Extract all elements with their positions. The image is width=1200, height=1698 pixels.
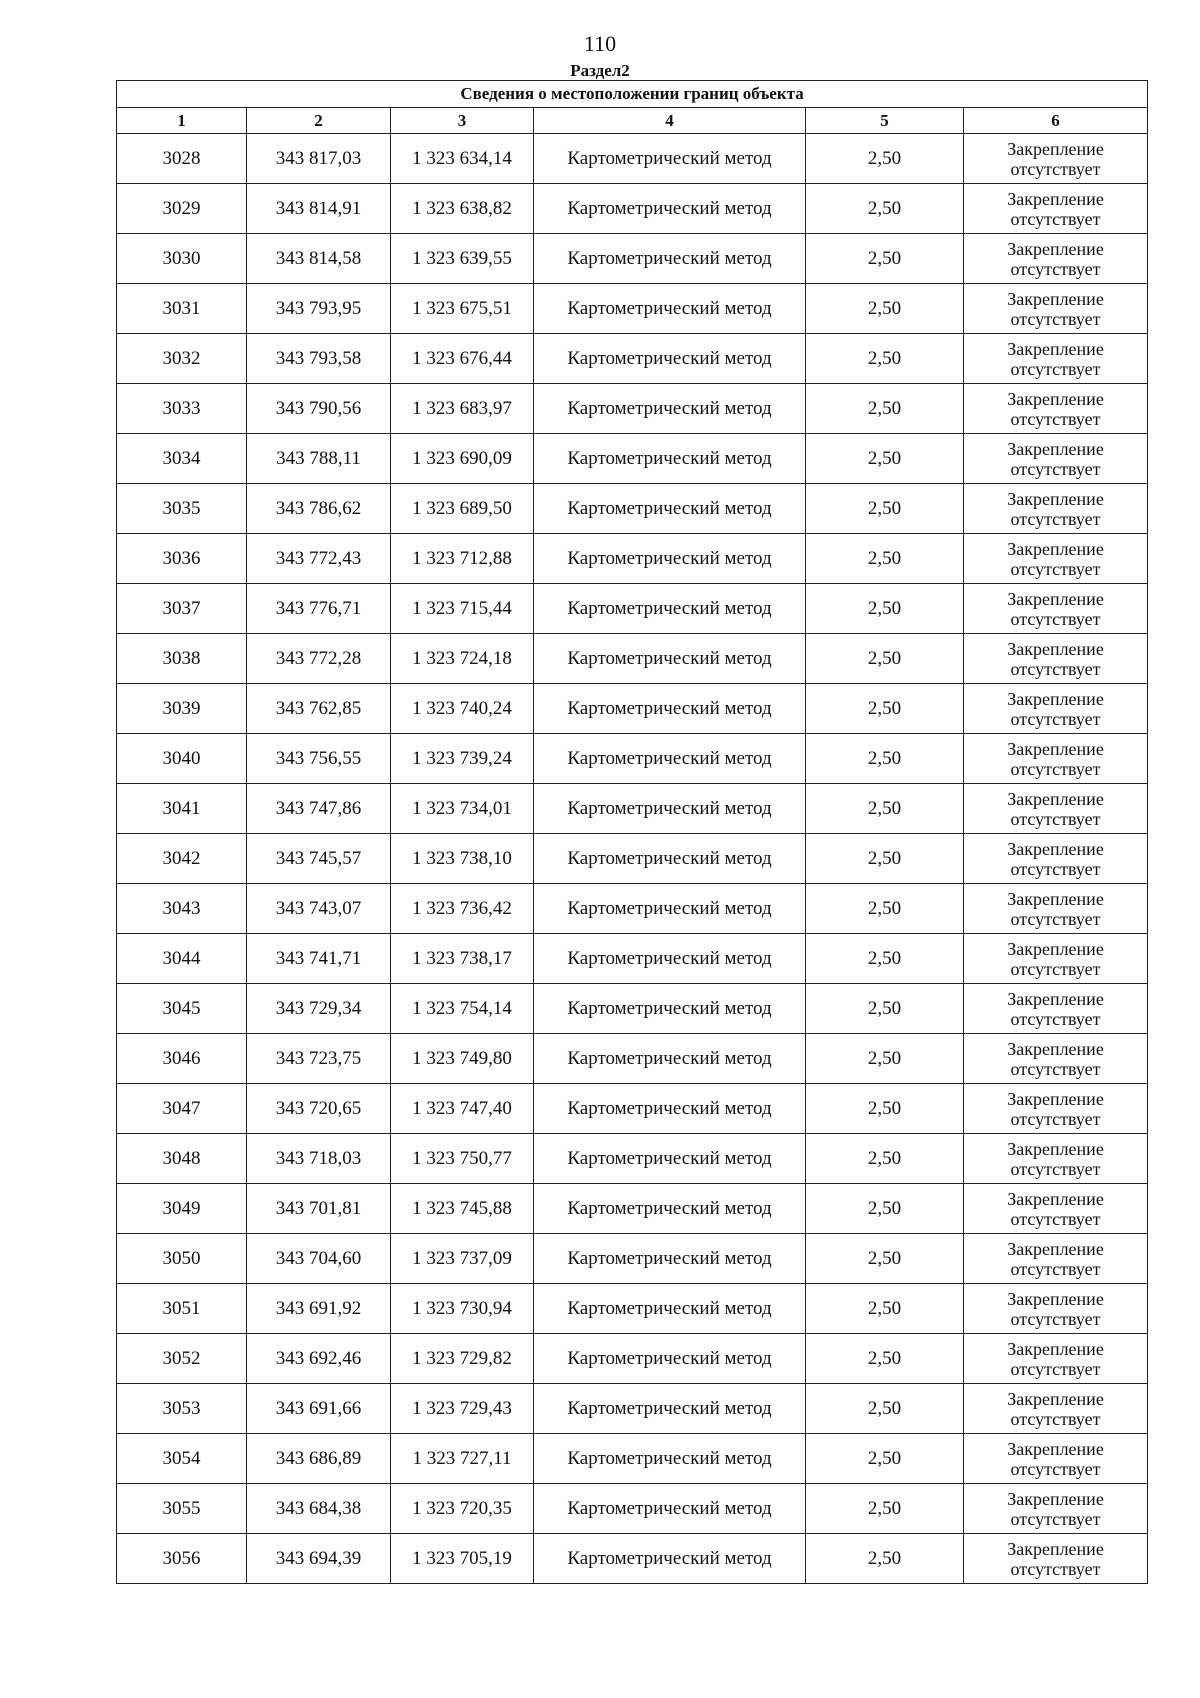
- coordinate-x-cell: 343 720,65: [247, 1084, 391, 1134]
- coordinate-x-cell: 343 817,03: [247, 134, 391, 184]
- fixation-cell: [964, 734, 1148, 784]
- fixation-line-1: Закрепление: [1007, 538, 1104, 559]
- fixation-line-1: Закрепление: [1007, 438, 1104, 459]
- fixation-line-2: отсутствует: [1010, 958, 1101, 979]
- coordinate-x-cell: 343 772,43: [247, 534, 391, 584]
- point-number-cell: 3036: [117, 534, 247, 584]
- fixation-cell: [964, 1384, 1148, 1434]
- fixation-line-2: отсутствует: [1010, 1408, 1101, 1429]
- accuracy-cell: 2,50: [806, 1434, 964, 1484]
- coordinate-x-cell: 343 694,39: [247, 1534, 391, 1584]
- coordinate-y-cell: 1 323 738,10: [391, 834, 534, 884]
- method-cell: Картометрический метод: [534, 234, 806, 284]
- fixation-cell: [964, 784, 1148, 834]
- fixation-line-2: отсутствует: [1010, 1358, 1101, 1379]
- fixation-line-2: отсутствует: [1010, 208, 1101, 229]
- table-row: [117, 134, 1148, 184]
- fixation-line-2: отсутствует: [1010, 158, 1101, 179]
- fixation-line-1: Закрепление: [1007, 1538, 1104, 1559]
- coordinate-y-cell: 1 323 736,42: [391, 884, 534, 934]
- point-number-cell: 3051: [117, 1284, 247, 1334]
- fixation-line-1: Закрепление: [1007, 988, 1104, 1009]
- point-number-cell: 3029: [117, 184, 247, 234]
- fixation-cell: [964, 1184, 1148, 1234]
- fixation-cell: [964, 584, 1148, 634]
- fixation-cell: [964, 1334, 1148, 1384]
- fixation-cell: [964, 434, 1148, 484]
- accuracy-cell: 2,50: [806, 1134, 964, 1184]
- fixation-cell: [964, 834, 1148, 884]
- table-row: [117, 834, 1148, 884]
- coordinate-x-cell: 343 776,71: [247, 584, 391, 634]
- fixation-cell: [964, 334, 1148, 384]
- coordinate-y-cell: 1 323 712,88: [391, 534, 534, 584]
- fixation-cell: [964, 1234, 1148, 1284]
- table-row: [117, 284, 1148, 334]
- table-row: [117, 1084, 1148, 1134]
- fixation-cell: [964, 134, 1148, 184]
- point-number-cell: 3034: [117, 434, 247, 484]
- method-cell: Картометрический метод: [534, 1334, 806, 1384]
- column-header-5: 5: [806, 108, 964, 134]
- fixation-line-1: Закрепление: [1007, 1138, 1104, 1159]
- coordinate-y-cell: 1 323 724,18: [391, 634, 534, 684]
- table-row: [117, 234, 1148, 284]
- point-number-cell: 3032: [117, 334, 247, 384]
- coordinate-y-cell: 1 323 740,24: [391, 684, 534, 734]
- accuracy-cell: 2,50: [806, 284, 964, 334]
- fixation-cell: [964, 1484, 1148, 1534]
- page-number: 110: [583, 31, 617, 56]
- method-cell: Картометрический метод: [534, 434, 806, 484]
- method-cell: Картометрический метод: [534, 484, 806, 534]
- coordinate-y-cell: 1 323 720,35: [391, 1484, 534, 1534]
- coordinate-y-cell: 1 323 747,40: [391, 1084, 534, 1134]
- fixation-line-2: отсутствует: [1010, 1158, 1101, 1179]
- fixation-cell: [964, 1534, 1148, 1584]
- coordinate-x-cell: 343 793,95: [247, 284, 391, 334]
- fixation-line-1: Закрепление: [1007, 1238, 1104, 1259]
- coordinate-y-cell: 1 323 729,43: [391, 1384, 534, 1434]
- fixation-line-2: отсутствует: [1010, 658, 1101, 679]
- table-row: [117, 584, 1148, 634]
- table-row: [117, 934, 1148, 984]
- accuracy-cell: 2,50: [806, 484, 964, 534]
- fixation-line-1: Закрепление: [1007, 1088, 1104, 1109]
- point-number-cell: 3035: [117, 484, 247, 534]
- fixation-line-1: Закрепление: [1007, 238, 1104, 259]
- coordinate-x-cell: 343 745,57: [247, 834, 391, 884]
- accuracy-cell: 2,50: [806, 584, 964, 634]
- fixation-line-2: отсутствует: [1010, 1458, 1101, 1479]
- accuracy-cell: 2,50: [806, 784, 964, 834]
- accuracy-cell: 2,50: [806, 1384, 964, 1434]
- fixation-line-2: отсутствует: [1010, 1258, 1101, 1279]
- point-number-cell: 3031: [117, 284, 247, 334]
- accuracy-cell: 2,50: [806, 884, 964, 934]
- method-cell: Картометрический метод: [534, 834, 806, 884]
- fixation-cell: [964, 184, 1148, 234]
- point-number-cell: 3044: [117, 934, 247, 984]
- point-number-cell: 3037: [117, 584, 247, 634]
- method-cell: Картометрический метод: [534, 1284, 806, 1334]
- accuracy-cell: 2,50: [806, 234, 964, 284]
- table-body: [117, 134, 1148, 1584]
- fixation-line-2: отсутствует: [1010, 908, 1101, 929]
- method-cell: Картометрический метод: [534, 1184, 806, 1234]
- fixation-line-2: отсутствует: [1010, 1208, 1101, 1229]
- method-cell: Картометрический метод: [534, 1034, 806, 1084]
- coordinate-x-cell: 343 762,85: [247, 684, 391, 734]
- fixation-line-2: отсутствует: [1010, 1508, 1101, 1529]
- coordinate-x-cell: 343 718,03: [247, 1134, 391, 1184]
- table-row: [117, 1384, 1148, 1434]
- coordinate-y-cell: 1 323 639,55: [391, 234, 534, 284]
- accuracy-cell: 2,50: [806, 634, 964, 684]
- coordinate-x-cell: 343 701,81: [247, 1184, 391, 1234]
- coordinate-y-cell: 1 323 638,82: [391, 184, 534, 234]
- fixation-line-1: Закрепление: [1007, 1288, 1104, 1309]
- fixation-line-2: отсутствует: [1010, 358, 1101, 379]
- table-row: [117, 1434, 1148, 1484]
- point-number-cell: 3042: [117, 834, 247, 884]
- coordinate-x-cell: 343 788,11: [247, 434, 391, 484]
- fixation-line-1: Закрепление: [1007, 1038, 1104, 1059]
- method-cell: Картометрический метод: [534, 334, 806, 384]
- fixation-line-2: отсутствует: [1010, 1108, 1101, 1129]
- fixation-cell: [964, 1084, 1148, 1134]
- fixation-cell: [964, 1434, 1148, 1484]
- fixation-line-1: Закрепление: [1007, 388, 1104, 409]
- accuracy-cell: 2,50: [806, 334, 964, 384]
- point-number-cell: 3028: [117, 134, 247, 184]
- coordinate-y-cell: 1 323 690,09: [391, 434, 534, 484]
- coordinate-x-cell: 343 790,56: [247, 384, 391, 434]
- fixation-cell: [964, 984, 1148, 1034]
- fixation-line-1: Закрепление: [1007, 588, 1104, 609]
- method-cell: Картометрический метод: [534, 934, 806, 984]
- coordinate-y-cell: 1 323 727,11: [391, 1434, 534, 1484]
- coordinate-y-cell: 1 323 675,51: [391, 284, 534, 334]
- method-cell: Картометрический метод: [534, 734, 806, 784]
- point-number-cell: 3047: [117, 1084, 247, 1134]
- table-caption: Сведения о местоположении границ объекта: [117, 81, 1148, 108]
- accuracy-cell: 2,50: [806, 834, 964, 884]
- fixation-cell: [964, 484, 1148, 534]
- point-number-cell: 3049: [117, 1184, 247, 1234]
- point-number-cell: 3039: [117, 684, 247, 734]
- point-number-cell: 3050: [117, 1234, 247, 1284]
- column-header-4: 4: [534, 108, 806, 134]
- fixation-cell: [964, 1284, 1148, 1334]
- point-number-cell: 3040: [117, 734, 247, 784]
- method-cell: Картометрический метод: [534, 384, 806, 434]
- method-cell: Картометрический метод: [534, 284, 806, 334]
- fixation-cell: [964, 634, 1148, 684]
- point-number-cell: 3030: [117, 234, 247, 284]
- accuracy-cell: 2,50: [806, 1034, 964, 1084]
- method-cell: Картометрический метод: [534, 1384, 806, 1434]
- fixation-line-1: Закрепление: [1007, 1388, 1104, 1409]
- table-row: [117, 1284, 1148, 1334]
- coordinate-x-cell: 343 691,66: [247, 1384, 391, 1434]
- fixation-line-2: отсутствует: [1010, 1008, 1101, 1029]
- column-header-6: 6: [964, 108, 1148, 134]
- point-number-cell: 3043: [117, 884, 247, 934]
- fixation-cell: [964, 534, 1148, 584]
- method-cell: Картометрический метод: [534, 984, 806, 1034]
- table-header-row: [117, 108, 1148, 134]
- table-row: [117, 684, 1148, 734]
- fixation-cell: [964, 1134, 1148, 1184]
- fixation-line-1: Закрепление: [1007, 1338, 1104, 1359]
- coordinate-y-cell: 1 323 729,82: [391, 1334, 534, 1384]
- column-header-2: 2: [247, 108, 391, 134]
- coordinate-y-cell: 1 323 689,50: [391, 484, 534, 534]
- table-row: [117, 734, 1148, 784]
- coordinate-y-cell: 1 323 745,88: [391, 1184, 534, 1234]
- accuracy-cell: 2,50: [806, 134, 964, 184]
- coordinate-y-cell: 1 323 705,19: [391, 1534, 534, 1584]
- fixation-line-1: Закрепление: [1007, 738, 1104, 759]
- coordinate-y-cell: 1 323 676,44: [391, 334, 534, 384]
- fixation-line-1: Закрепление: [1007, 788, 1104, 809]
- fixation-cell: [964, 1034, 1148, 1084]
- accuracy-cell: 2,50: [806, 1234, 964, 1284]
- coordinate-x-cell: 343 686,89: [247, 1434, 391, 1484]
- point-number-cell: 3056: [117, 1534, 247, 1584]
- method-cell: Картометрический метод: [534, 1134, 806, 1184]
- accuracy-cell: 2,50: [806, 684, 964, 734]
- coordinate-x-cell: 343 704,60: [247, 1234, 391, 1284]
- coordinate-x-cell: 343 691,92: [247, 1284, 391, 1334]
- fixation-line-2: отсутствует: [1010, 858, 1101, 879]
- table-row: [117, 1184, 1148, 1234]
- fixation-line-2: отсутствует: [1010, 808, 1101, 829]
- method-cell: Картометрический метод: [534, 784, 806, 834]
- fixation-line-1: Закрепление: [1007, 1488, 1104, 1509]
- fixation-line-2: отсутствует: [1010, 508, 1101, 529]
- method-cell: Картометрический метод: [534, 1084, 806, 1134]
- table-row: [117, 434, 1148, 484]
- coordinate-y-cell: 1 323 739,24: [391, 734, 534, 784]
- coordinate-x-cell: 343 741,71: [247, 934, 391, 984]
- method-cell: Картометрический метод: [534, 1484, 806, 1534]
- table-row: [117, 184, 1148, 234]
- fixation-line-1: Закрепление: [1007, 138, 1104, 159]
- coordinate-y-cell: 1 323 750,77: [391, 1134, 534, 1184]
- fixation-cell: [964, 384, 1148, 434]
- fixation-line-2: отсутствует: [1010, 458, 1101, 479]
- fixation-cell: [964, 884, 1148, 934]
- column-header-3: 3: [391, 108, 534, 134]
- fixation-line-2: отсутствует: [1010, 758, 1101, 779]
- fixation-line-1: Закрепление: [1007, 888, 1104, 909]
- method-cell: Картометрический метод: [534, 1534, 806, 1584]
- fixation-line-1: Закрепление: [1007, 488, 1104, 509]
- fixation-cell: [964, 284, 1148, 334]
- point-number-cell: 3045: [117, 984, 247, 1034]
- coordinate-y-cell: 1 323 749,80: [391, 1034, 534, 1084]
- fixation-cell: [964, 684, 1148, 734]
- coordinate-x-cell: 343 793,58: [247, 334, 391, 384]
- point-number-cell: 3052: [117, 1334, 247, 1384]
- coordinate-x-cell: 343 756,55: [247, 734, 391, 784]
- fixation-line-2: отсутствует: [1010, 708, 1101, 729]
- coordinate-x-cell: 343 743,07: [247, 884, 391, 934]
- coordinate-y-cell: 1 323 737,09: [391, 1234, 534, 1284]
- table-row: [117, 1234, 1148, 1284]
- coordinate-x-cell: 343 772,28: [247, 634, 391, 684]
- accuracy-cell: 2,50: [806, 1534, 964, 1584]
- coordinate-y-cell: 1 323 734,01: [391, 784, 534, 834]
- fixation-line-2: отсутствует: [1010, 408, 1101, 429]
- fixation-line-1: Закрепление: [1007, 188, 1104, 209]
- fixation-line-1: Закрепление: [1007, 838, 1104, 859]
- method-cell: Картометрический метод: [534, 534, 806, 584]
- fixation-line-1: Закрепление: [1007, 938, 1104, 959]
- accuracy-cell: 2,50: [806, 1184, 964, 1234]
- method-cell: Картометрический метод: [534, 684, 806, 734]
- table-row: [117, 1034, 1148, 1084]
- accuracy-cell: 2,50: [806, 1084, 964, 1134]
- fixation-line-2: отсутствует: [1010, 258, 1101, 279]
- fixation-line-2: отсутствует: [1010, 1308, 1101, 1329]
- coordinate-x-cell: 343 814,91: [247, 184, 391, 234]
- point-number-cell: 3041: [117, 784, 247, 834]
- coordinate-y-cell: 1 323 730,94: [391, 1284, 534, 1334]
- coordinate-y-cell: 1 323 715,44: [391, 584, 534, 634]
- accuracy-cell: 2,50: [806, 434, 964, 484]
- accuracy-cell: 2,50: [806, 734, 964, 784]
- column-header-1: 1: [117, 108, 247, 134]
- point-number-cell: 3053: [117, 1384, 247, 1434]
- method-cell: Картометрический метод: [534, 1434, 806, 1484]
- accuracy-cell: 2,50: [806, 384, 964, 434]
- table-row: [117, 1134, 1148, 1184]
- method-cell: Картометрический метод: [534, 884, 806, 934]
- table-row: [117, 534, 1148, 584]
- accuracy-cell: 2,50: [806, 934, 964, 984]
- method-cell: Картометрический метод: [534, 634, 806, 684]
- fixation-line-2: отсутствует: [1010, 1558, 1101, 1579]
- table-row: [117, 484, 1148, 534]
- point-number-cell: 3038: [117, 634, 247, 684]
- method-cell: Картометрический метод: [534, 584, 806, 634]
- accuracy-cell: 2,50: [806, 1334, 964, 1384]
- fixation-line-1: Закрепление: [1007, 1438, 1104, 1459]
- coordinate-y-cell: 1 323 634,14: [391, 134, 534, 184]
- table-row: [117, 784, 1148, 834]
- coordinate-x-cell: 343 684,38: [247, 1484, 391, 1534]
- coordinate-y-cell: 1 323 738,17: [391, 934, 534, 984]
- fixation-line-2: отсутствует: [1010, 308, 1101, 329]
- fixation-line-2: отсутствует: [1010, 1058, 1101, 1079]
- coordinate-x-cell: 343 729,34: [247, 984, 391, 1034]
- fixation-line-1: Закрепление: [1007, 1188, 1104, 1209]
- method-cell: Картометрический метод: [534, 184, 806, 234]
- point-number-cell: 3033: [117, 384, 247, 434]
- fixation-line-1: Закрепление: [1007, 288, 1104, 309]
- fixation-line-2: отсутствует: [1010, 558, 1101, 579]
- coordinate-y-cell: 1 323 754,14: [391, 984, 534, 1034]
- point-number-cell: 3055: [117, 1484, 247, 1534]
- accuracy-cell: 2,50: [806, 1484, 964, 1534]
- coordinate-x-cell: 343 786,62: [247, 484, 391, 534]
- coordinate-x-cell: 343 814,58: [247, 234, 391, 284]
- fixation-line-1: Закрепление: [1007, 338, 1104, 359]
- fixation-line-1: Закрепление: [1007, 688, 1104, 709]
- coordinate-x-cell: 343 723,75: [247, 1034, 391, 1084]
- fixation-cell: [964, 934, 1148, 984]
- section-title: Раздел2: [570, 61, 630, 80]
- table-row: [117, 984, 1148, 1034]
- table-row: [117, 884, 1148, 934]
- method-cell: Картометрический метод: [534, 1234, 806, 1284]
- table-row: [117, 634, 1148, 684]
- table-row: [117, 1534, 1148, 1584]
- point-number-cell: 3048: [117, 1134, 247, 1184]
- fixation-line-1: Закрепление: [1007, 638, 1104, 659]
- table-row: [117, 384, 1148, 434]
- coordinate-x-cell: 343 747,86: [247, 784, 391, 834]
- coordinate-y-cell: 1 323 683,97: [391, 384, 534, 434]
- boundary-table: [116, 80, 1148, 1584]
- point-number-cell: 3046: [117, 1034, 247, 1084]
- accuracy-cell: 2,50: [806, 534, 964, 584]
- table-caption-row: [117, 81, 1148, 108]
- accuracy-cell: 2,50: [806, 1284, 964, 1334]
- fixation-line-2: отсутствует: [1010, 608, 1101, 629]
- coordinate-x-cell: 343 692,46: [247, 1334, 391, 1384]
- table-row: [117, 334, 1148, 384]
- table-row: [117, 1484, 1148, 1534]
- table-row: [117, 1334, 1148, 1384]
- method-cell: Картометрический метод: [534, 134, 806, 184]
- accuracy-cell: 2,50: [806, 984, 964, 1034]
- fixation-cell: [964, 234, 1148, 284]
- point-number-cell: 3054: [117, 1434, 247, 1484]
- accuracy-cell: 2,50: [806, 184, 964, 234]
